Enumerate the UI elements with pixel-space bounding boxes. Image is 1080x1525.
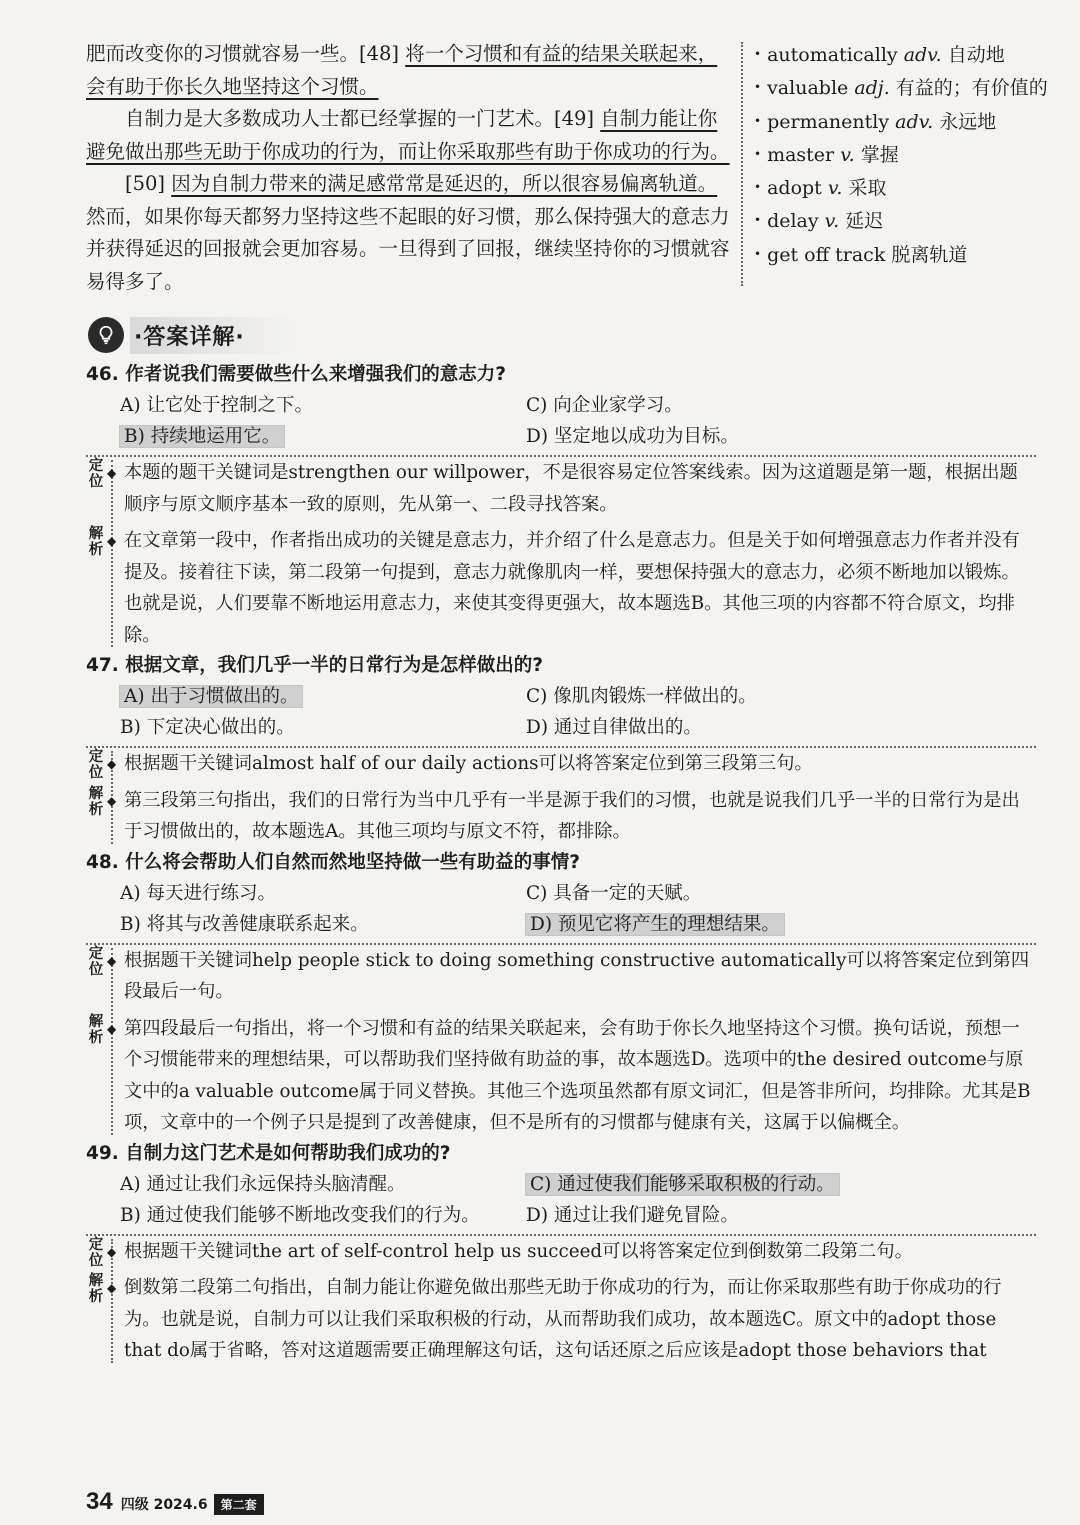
option-a: A) 让它处于控制之下。: [120, 395, 313, 416]
option-d: D) 坚定地以成功为目标。: [526, 426, 739, 447]
option-b: B) 下定决心做出的。: [120, 717, 295, 738]
set-badge: 第二套: [214, 1494, 264, 1515]
question-title: 48. 什么将会帮助人们自然而然地坚持做一些有助益的事情?: [86, 851, 580, 873]
analysis-tag: 解析: [88, 526, 104, 558]
bullet-icon: ◆: [107, 757, 117, 771]
question-title: 46. 作者说我们需要做些什么来增强我们的意志力?: [86, 364, 506, 385]
analysis-block: 解析 ◆ 第四段最后一句指出，将一个习惯和有益的结果关联起来，会有助于你长久地坚持这个习惯。换句话说，预想一个习惯能带来的理想结果，可以帮助我们坚持做有助益的事，故本题选D。选项中的the desired outcome与原文中的a valuable outcome属于同义替换。其他三个选项虽然都有原文词汇，但是答非所问，均排除。尤其是B项，文章中的一个例子只是提到了改善健康，但不是所有的习惯都与健康有关，这属于以偏概全。: [124, 1013, 1036, 1139]
option-a: A) 通过让我们永远保持头脑清醒。: [120, 1173, 406, 1195]
bullet-icon: ◆: [107, 953, 117, 968]
bullet-icon: ◆: [107, 793, 117, 808]
bullet-icon: ◆: [107, 466, 117, 480]
lightbulb-icon: [88, 317, 124, 353]
analysis-tag: 解析: [88, 1013, 104, 1046]
analysis-block: 解析 ◆ 第三段第三句指出，我们的日常行为当中几乎有一半是源于我们的习惯，也就是说我们几乎一半的日常行为是出于习惯做出的，故本题选A。其他三项均与原文不符，都排除。: [124, 785, 1036, 848]
option-b: B) 通过使我们能够不断地改变我们的行为。: [120, 1204, 480, 1226]
column-divider: [741, 42, 743, 286]
section-title: ·答案详解·: [130, 317, 295, 354]
underlined-sentence-48: 将一个习惯和有益的结果关联起来，会有助于你长久地坚持这个习惯。: [86, 42, 718, 98]
option-a-correct: A) 出于习惯做出的。: [120, 681, 526, 712]
underlined-sentence-49: 自制力能让你避免做出那些无助于你成功的行为，而让你采取那些有助于你成功的行为。: [86, 107, 730, 163]
locate-block: 定位 ◆ 根据题干关键词help people stick to doing something constructive automatically可以将答案定位到第四段最后一句。: [124, 945, 1036, 1008]
locate-tag: 定位: [88, 1236, 104, 1269]
bullet-icon: ◆: [107, 1281, 117, 1295]
option-d: D) 通过自律做出的。: [526, 717, 702, 738]
question-46: [86, 360, 1036, 651]
passage-para-2: 自制力是大多数成功人士都已经掌握的一门艺术。[49] 自制力能让你避免做出那些无助于你成功的行为，而让你采取那些有助于你成功的行为。: [86, 107, 730, 163]
locate-block: 定位 ◆ 本题的题干关键词是strengthen our willpower，不是很容易定位答案线索。因为这道题是第一题，根据出题顺序与原文顺序基本一致的原则，先从第一、二段寻找答案。: [124, 457, 1036, 520]
option-c: C) 向企业家学习。: [526, 395, 683, 416]
locate-block: 定位 ◆ 根据题干关键词almost half of our daily actions可以将答案定位到第三段第三句。: [124, 748, 1036, 780]
vocab-item: • automatically adv. 自动地: [754, 38, 1054, 71]
question-title: 49. 自制力这门艺术是如何帮助我们成功的?: [86, 1142, 451, 1164]
vocab-item: • adopt v. 采取: [754, 171, 1054, 204]
analysis-tag: 解析: [88, 785, 104, 818]
option-d-correct: D) 预见它将产生的理想结果。: [526, 909, 926, 940]
vocab-item: • master v. 掌握: [754, 138, 1054, 171]
analysis-block: 解析 ◆ 在文章第一段中，作者指出成功的关键是意志力，并介绍了什么是意志力。但是关于如何增强意志力作者并没有提及。接着往下读，第二段第一句提到，意志力就像肌肉一样，要想保持强大的意志力，必须不断地加以锻炼。也就是说，人们要靠不断地运用意志力，来使其变得更强大，故本题选B。其他三项的内容都不符合原文，均排除。: [124, 525, 1036, 651]
analysis-box: [86, 455, 1036, 651]
vocab-item: • get off track 脱离轨道: [754, 238, 1054, 271]
page-footer: [86, 1488, 264, 1516]
option-b-correct: B) 持续地运用它。: [120, 421, 526, 452]
option-d: D) 通过让我们避免冒险。: [526, 1204, 739, 1226]
page-number: 34: [86, 1488, 113, 1515]
vocab-item: • permanently adv. 永远地: [754, 105, 1054, 138]
vocab-item: • valuable adj. 有益的；有价值的: [754, 71, 1054, 104]
question-47: [86, 651, 1036, 848]
passage-para-1: 肥而改变你的习惯就容易一些。[48] 将一个习惯和有益的结果关联起来，会有助于你长久地坚持这个习惯。: [86, 42, 718, 98]
passage: [86, 38, 734, 298]
locate-tag: 定位: [88, 749, 104, 781]
bullet-icon: ◆: [107, 534, 117, 548]
option-b: B) 将其与改善健康联系起来。: [120, 913, 369, 935]
analysis-tag: 解析: [88, 1273, 104, 1305]
option-c: C) 像肌肉锻炼一样做出的。: [526, 686, 757, 707]
analysis-box: [86, 943, 1036, 1139]
analysis-box: [86, 746, 1036, 848]
answer-explanations: [86, 360, 1036, 1367]
vocab-list: [754, 38, 1054, 271]
passage-para-3: [50] 因为自制力带来的满足感常常是延迟的，所以很容易偏离轨道。然而，如果你每天都努力坚持这些不起眼的好习惯，那么保持强大的意志力并获得延迟的回报就会更加容易。一旦得到了回报，继续坚持你的习惯就容易得多了。: [86, 172, 730, 293]
issue-label: 四级 2024.6: [120, 1497, 208, 1513]
question-title: 47. 根据文章，我们几乎一半的日常行为是怎样做出的?: [86, 655, 543, 676]
locate-tag: 定位: [88, 458, 104, 490]
vocab-item: • delay v. 延迟: [754, 204, 1054, 237]
locate-tag: 定位: [88, 945, 104, 978]
underlined-sentence-50: 因为自制力带来的满足感常常是延迟的，所以很容易偏离轨道。: [171, 172, 718, 195]
options: [120, 1169, 1036, 1231]
analysis-block: 解析 ◆ 倒数第二段第二句指出，自制力能让你避免做出那些无助于你成功的行为，而让你采取那些有助于你成功的行为。也就是说，自制力可以让我们采取积极的行动，从而帮助我们成功，故本题选C。原文中的adopt those that do属于省略，答对这道题需要正确理解这句话，这句话还原之后应该是adopt those behaviors that: [124, 1272, 1036, 1367]
option-c: C) 具备一定的天赋。: [526, 882, 702, 904]
locate-block: 定位 ◆ 根据题干关键词the art of self-control help us succeed可以将答案定位到倒数第二段第二句。: [124, 1236, 1036, 1268]
option-a: A) 每天进行练习。: [120, 882, 276, 904]
option-c-correct: C) 通过使我们能够采取积极的行动。: [526, 1169, 926, 1200]
bullet-icon: ◆: [107, 1021, 117, 1036]
section-header: [88, 315, 295, 355]
question-48: [86, 848, 1036, 1139]
analysis-box: [86, 1234, 1036, 1367]
options: [120, 390, 1036, 452]
question-49: [86, 1139, 1036, 1367]
options: [120, 878, 1036, 940]
options: [120, 681, 1036, 743]
bullet-icon: ◆: [107, 1244, 117, 1259]
